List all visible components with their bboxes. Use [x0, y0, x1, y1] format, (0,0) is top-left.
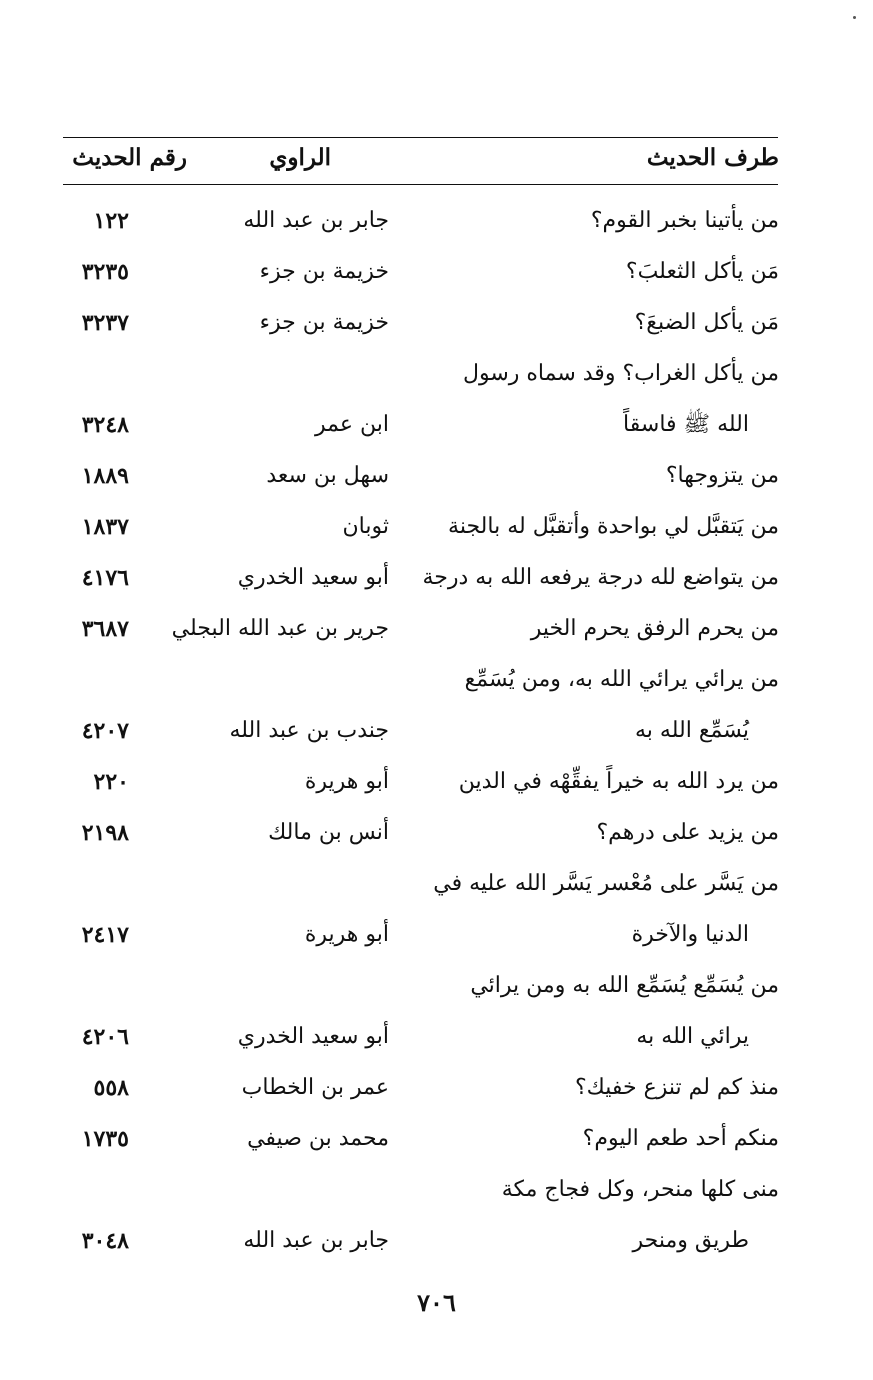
narrator: جندب بن عبد الله	[229, 718, 389, 743]
narrator: أنس بن مالك	[268, 820, 389, 845]
hadith-text: من يُسَمِّع يُسَمِّع الله به ومن يرائي	[470, 973, 779, 998]
header-narrator: الراوي	[269, 144, 331, 171]
ink-speck	[853, 16, 856, 19]
table-row	[0, 557, 873, 608]
table-row	[0, 608, 873, 659]
hadith-number: ١٢٢	[93, 208, 129, 234]
table-row	[0, 914, 873, 965]
table-row	[0, 659, 873, 710]
narrator: أبو هريرة	[304, 922, 389, 947]
narrator: أبو سعيد الخدري	[237, 565, 389, 590]
table-row	[0, 812, 873, 863]
hadith-number: ٢٢٠	[93, 769, 129, 795]
table-row	[0, 1016, 873, 1067]
hadith-text: من يزيد على درهم؟	[596, 820, 779, 845]
hadith-text-continuation: الله ﷺ فاسقاً	[623, 412, 749, 437]
hadith-number: ٢١٩٨	[81, 820, 129, 846]
narrator: عمر بن الخطاب	[241, 1075, 389, 1100]
hadith-number: ٢٤١٧	[81, 922, 129, 948]
hadith-number: ١٧٣٥	[81, 1126, 129, 1152]
table-row	[0, 1067, 873, 1118]
hadith-number: ٣٢٣٧	[81, 310, 129, 336]
hadith-text-continuation: يُسَمِّع الله به	[635, 718, 749, 743]
header-bottom-rule	[63, 184, 778, 185]
narrator: سهل بن سعد	[266, 463, 389, 488]
table-row	[0, 506, 873, 557]
hadith-text: منكم أحد طعم اليوم؟	[582, 1126, 779, 1151]
hadith-text: من يحرم الرفق يحرم الخير	[530, 616, 779, 641]
hadith-number: ٣٢٤٨	[81, 412, 129, 438]
hadith-number: ١٨٨٩	[81, 463, 129, 489]
hadith-text-continuation: الدنيا والآخرة	[631, 922, 749, 947]
hadith-text: من يرد الله به خيراً يفقِّهْه في الدين	[458, 769, 779, 794]
table-row	[0, 251, 873, 302]
table-row	[0, 761, 873, 812]
narrator: جرير بن عبد الله البجلي	[171, 616, 389, 641]
narrator: أبو سعيد الخدري	[237, 1024, 389, 1049]
index-table	[0, 200, 873, 1271]
hadith-number: ١٨٣٧	[81, 514, 129, 540]
hadith-number: ٣٦٨٧	[81, 616, 129, 642]
narrator: خزيمة بن جزء	[259, 259, 389, 284]
page-number: ٧٠٦	[417, 1288, 456, 1317]
table-row	[0, 1118, 873, 1169]
table-row	[0, 455, 873, 506]
hadith-text: من يرائي يرائي الله به، ومن يُسَمِّع	[464, 667, 779, 692]
hadith-number: ٣٢٣٥	[81, 259, 129, 285]
hadith-text: من يتزوجها؟	[665, 463, 779, 488]
hadith-text: منذ كم لم تنزع خفيك؟	[574, 1075, 779, 1100]
hadith-text: من يَتقبَّل لي بواحدة وأتقبَّل له بالجنة	[448, 514, 779, 539]
hadith-text: من يأتينا بخبر القوم؟	[590, 208, 779, 233]
hadith-text: من يأكل الغراب؟ وقد سماه رسول	[462, 361, 779, 386]
narrator: جابر بن عبد الله	[243, 1228, 389, 1253]
table-row	[0, 710, 873, 761]
header-hadith-text: طرف الحديث	[646, 144, 779, 171]
hadith-number: ٣٠٤٨	[81, 1228, 129, 1254]
hadith-number: ٤٢٠٦	[81, 1024, 129, 1050]
table-row	[0, 404, 873, 455]
hadith-text: مَن يأكل الثعلبَ؟	[625, 259, 779, 284]
table-row	[0, 200, 873, 251]
hadith-text: من يتواضع لله درجة يرفعه الله به درجة	[422, 565, 779, 590]
narrator: خزيمة بن جزء	[259, 310, 389, 335]
hadith-number: ٥٥٨	[93, 1075, 129, 1101]
hadith-text-continuation: يرائي الله به	[636, 1024, 749, 1049]
header-hadith-number: رقم الحديث	[72, 144, 187, 171]
header-top-rule	[63, 137, 778, 138]
table-row	[0, 1169, 873, 1220]
narrator: محمد بن صيفي	[247, 1126, 389, 1151]
narrator: جابر بن عبد الله	[243, 208, 389, 233]
hadith-text: منى كلها منحر، وكل فجاج مكة	[501, 1177, 779, 1202]
table-row	[0, 965, 873, 1016]
hadith-number: ٤١٧٦	[81, 565, 129, 591]
hadith-text-continuation: طريق ومنحر	[632, 1228, 749, 1253]
narrator: ثوبان	[342, 514, 389, 539]
narrator: أبو هريرة	[304, 769, 389, 794]
table-row	[0, 1220, 873, 1271]
table-row	[0, 353, 873, 404]
table-row	[0, 302, 873, 353]
table-row	[0, 863, 873, 914]
hadith-text: مَن يأكل الضبعَ؟	[634, 310, 779, 335]
hadith-text: من يَسَّر على مُعْسر يَسَّر الله عليه في	[433, 871, 779, 896]
hadith-number: ٤٢٠٧	[81, 718, 129, 744]
narrator: ابن عمر	[315, 412, 389, 437]
